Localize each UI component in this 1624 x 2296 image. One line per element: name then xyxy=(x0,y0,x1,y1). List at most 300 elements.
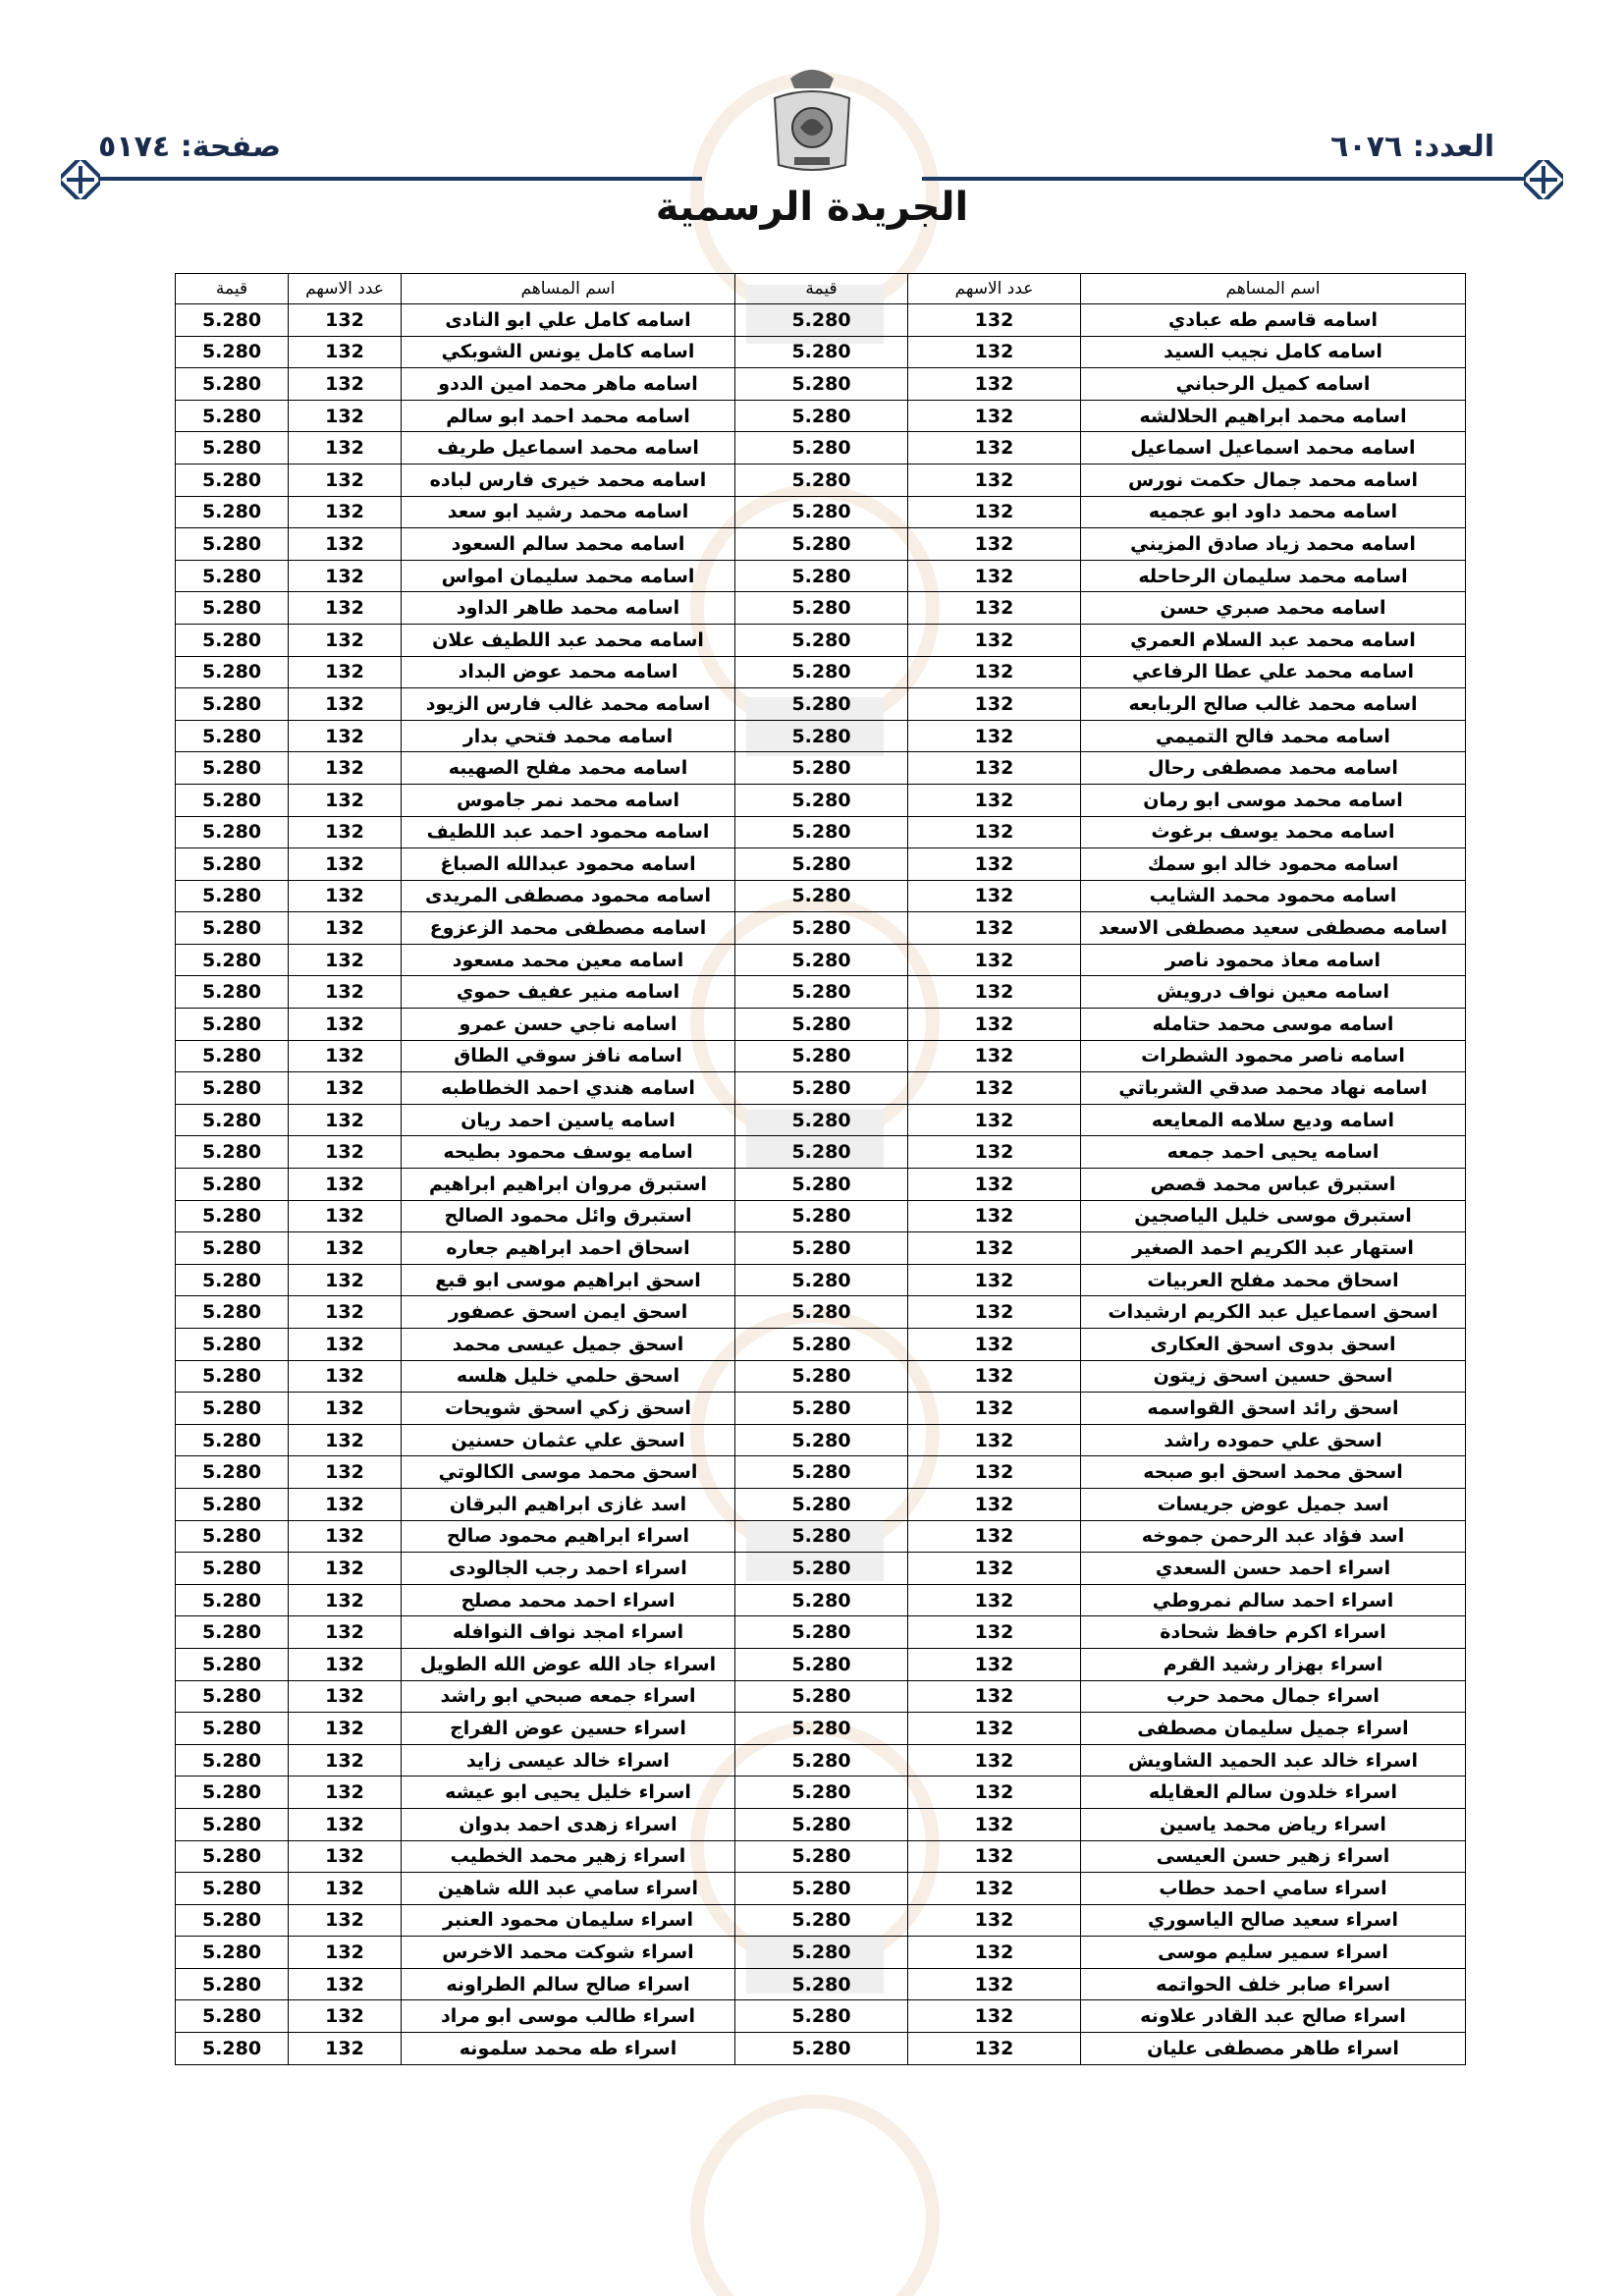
cell-shareholder-name: اسامه محمد سليمان امواس xyxy=(402,560,735,592)
table-row xyxy=(176,1616,1466,1649)
cell-value: 5.280 xyxy=(176,1808,289,1840)
cell-share-count: 132 xyxy=(289,976,402,1009)
cell-value: 5.280 xyxy=(176,1648,289,1680)
cell-share-count: 132 xyxy=(289,2033,402,2065)
cell-shareholder-name: اسامه محمد غالب صالح الربابعه xyxy=(1081,688,1466,721)
cell-share-count: 132 xyxy=(908,1456,1081,1489)
cell-share-count: 132 xyxy=(289,1169,402,1201)
cell-value: 5.280 xyxy=(176,1200,289,1232)
cell-shareholder-name: اسراء حسين عوض الفراج xyxy=(402,1713,735,1745)
table-row xyxy=(176,1744,1466,1777)
cell-share-count: 132 xyxy=(908,656,1081,688)
table-row xyxy=(176,528,1466,561)
cell-shareholder-name: اسامه ناجي حسن عمرو xyxy=(402,1009,735,1041)
cell-shareholder-name: اسامه منير عفيف حموي xyxy=(402,976,735,1009)
cell-shareholder-name: اسامه محمد داود ابو عجميه xyxy=(1081,496,1466,528)
cell-share-count: 132 xyxy=(289,912,402,945)
cell-share-count: 132 xyxy=(289,1873,402,1905)
cell-value: 5.280 xyxy=(735,1009,908,1041)
cell-share-count: 132 xyxy=(908,880,1081,912)
cell-value: 5.280 xyxy=(735,1648,908,1680)
cell-value: 5.280 xyxy=(176,848,289,881)
cell-value: 5.280 xyxy=(735,1904,908,1937)
cell-value: 5.280 xyxy=(735,1488,908,1520)
cell-shareholder-name: اسد جميل عوض جريسات xyxy=(1081,1488,1466,1520)
cell-value: 5.280 xyxy=(735,1840,908,1873)
cell-share-count: 132 xyxy=(289,1937,402,1969)
cell-shareholder-name: اسامه محمد مفلح الصهيبه xyxy=(402,752,735,785)
cell-share-count: 132 xyxy=(289,624,402,656)
cell-share-count: 132 xyxy=(908,784,1081,816)
cell-shareholder-name: اسراء طه محمد سلمونه xyxy=(402,2033,735,2065)
table-row xyxy=(176,688,1466,721)
cell-shareholder-name: اسراء جميل سليمان مصطفى xyxy=(1081,1713,1466,1745)
cell-value: 5.280 xyxy=(735,1777,908,1809)
cell-value: 5.280 xyxy=(735,432,908,465)
cell-share-count: 132 xyxy=(908,336,1081,368)
cell-share-count: 132 xyxy=(908,560,1081,592)
cell-shareholder-name: اسامه كامل يونس الشوبكي xyxy=(402,336,735,368)
cell-value: 5.280 xyxy=(176,1520,289,1553)
table-row xyxy=(176,784,1466,816)
cell-share-count: 132 xyxy=(289,336,402,368)
cell-value: 5.280 xyxy=(735,1232,908,1265)
table-row xyxy=(176,1424,1466,1456)
table-row xyxy=(176,1680,1466,1713)
cell-shareholder-name: اسامه محمود خالد ابو سمك xyxy=(1081,848,1466,881)
cell-value: 5.280 xyxy=(735,1072,908,1105)
cell-shareholder-name: اسحاق احمد ابراهيم جعاره xyxy=(402,1232,735,1265)
cell-value: 5.280 xyxy=(176,912,289,945)
cell-share-count: 132 xyxy=(908,1904,1081,1937)
cell-value: 5.280 xyxy=(176,1009,289,1041)
cell-value: 5.280 xyxy=(735,848,908,881)
table-row xyxy=(176,2033,1466,2065)
cell-share-count: 132 xyxy=(289,1424,402,1456)
cell-value: 5.280 xyxy=(176,1616,289,1649)
cell-shareholder-name: اسامه محمد رشيد ابو سعد xyxy=(402,496,735,528)
cell-shareholder-name: اسامه محمد عوض البداد xyxy=(402,656,735,688)
cell-share-count: 132 xyxy=(908,1329,1081,1361)
cell-share-count: 132 xyxy=(289,1584,402,1616)
cell-value: 5.280 xyxy=(176,368,289,401)
cell-shareholder-name: اسامه ماهر محمد امين الددو xyxy=(402,368,735,401)
page-number: صفحة: ٥١٧٤ xyxy=(98,130,282,164)
cell-share-count: 132 xyxy=(289,592,402,625)
cell-value: 5.280 xyxy=(176,592,289,625)
cell-value: 5.280 xyxy=(176,656,289,688)
table-row xyxy=(176,1169,1466,1201)
table-row xyxy=(176,1937,1466,1969)
cell-shareholder-name: اسامه كامل علي ابو النادى xyxy=(402,304,735,337)
cell-shareholder-name: اسامه محمد ابراهيم الحلالشه xyxy=(1081,400,1466,432)
cell-shareholder-name: اسراء رياض محمد ياسين xyxy=(1081,1808,1466,1840)
cell-shareholder-name: اسحق علي عثمان حسنين xyxy=(402,1424,735,1456)
cell-value: 5.280 xyxy=(735,1424,908,1456)
cell-shareholder-name: اسامه محمد فتحي بدار xyxy=(402,720,735,752)
cell-value: 5.280 xyxy=(735,464,908,496)
cell-shareholder-name: اسراء سامي عبد الله شاهين xyxy=(402,1873,735,1905)
cell-share-count: 132 xyxy=(908,752,1081,785)
cell-share-count: 132 xyxy=(289,1840,402,1873)
cell-share-count: 132 xyxy=(289,304,402,337)
cell-value: 5.280 xyxy=(735,592,908,625)
cell-share-count: 132 xyxy=(908,816,1081,848)
cell-shareholder-name: اسامه محمد مصطفى رحال xyxy=(1081,752,1466,785)
cell-share-count: 132 xyxy=(289,368,402,401)
cell-value: 5.280 xyxy=(735,912,908,945)
cell-value: 5.280 xyxy=(176,1296,289,1329)
cell-value: 5.280 xyxy=(176,432,289,465)
table-body xyxy=(176,304,1466,2065)
issue-number: العدد: ٦٠٧٦ xyxy=(1330,130,1494,164)
table-row xyxy=(176,560,1466,592)
cell-share-count: 132 xyxy=(289,1136,402,1169)
cell-shareholder-name: اسامه محمد عبد السلام العمري xyxy=(1081,624,1466,656)
cell-value: 5.280 xyxy=(176,464,289,496)
cell-shareholder-name: اسحق بدوى اسحق العكارى xyxy=(1081,1329,1466,1361)
cell-value: 5.280 xyxy=(735,688,908,721)
cell-shareholder-name: اسراء احمد محمد مصلح xyxy=(402,1584,735,1616)
cell-shareholder-name: اسامه ناصر محمود الشطرات xyxy=(1081,1040,1466,1072)
cell-value: 5.280 xyxy=(176,624,289,656)
cell-share-count: 132 xyxy=(908,1040,1081,1072)
cell-value: 5.280 xyxy=(176,1169,289,1201)
cell-value: 5.280 xyxy=(735,1680,908,1713)
cell-shareholder-name: اسراء اكرم حافظ شحادة xyxy=(1081,1616,1466,1649)
cell-value: 5.280 xyxy=(735,1873,908,1905)
cell-share-count: 132 xyxy=(908,1616,1081,1649)
cell-shareholder-name: اسامه محمد خيرى فارس لباده xyxy=(402,464,735,496)
cell-value: 5.280 xyxy=(735,1968,908,2000)
table-row xyxy=(176,944,1466,976)
cell-value: 5.280 xyxy=(735,1264,908,1296)
cell-share-count: 132 xyxy=(289,1296,402,1329)
table-row xyxy=(176,1104,1466,1136)
column-header-name: اسم المساهم xyxy=(402,274,735,304)
table-row xyxy=(176,816,1466,848)
cell-shareholder-name: اسامه كامل نجيب السيد xyxy=(1081,336,1466,368)
cell-share-count: 132 xyxy=(289,1744,402,1777)
cell-value: 5.280 xyxy=(176,1584,289,1616)
cell-shareholder-name: اسامه محمود عبدالله الصباغ xyxy=(402,848,735,881)
cell-share-count: 132 xyxy=(289,1329,402,1361)
cell-share-count: 132 xyxy=(289,432,402,465)
coat-of-arms-icon xyxy=(761,59,863,177)
cell-shareholder-name: اسراء طاهر مصطفى عليان xyxy=(1081,2033,1466,2065)
cell-value: 5.280 xyxy=(176,1393,289,1425)
table-row xyxy=(176,1713,1466,1745)
cell-value: 5.280 xyxy=(176,1713,289,1745)
cell-value: 5.280 xyxy=(735,2033,908,2065)
cell-value: 5.280 xyxy=(735,656,908,688)
cell-value: 5.280 xyxy=(735,1937,908,1969)
cell-shareholder-name: اسامه يحيى احمد جمعه xyxy=(1081,1136,1466,1169)
cell-share-count: 132 xyxy=(289,1232,402,1265)
cell-shareholder-name: اسراء خالد عبد الحميد الشاويش xyxy=(1081,1744,1466,1777)
header-rule-left xyxy=(98,177,702,181)
cell-share-count: 132 xyxy=(908,1360,1081,1393)
table-row xyxy=(176,1393,1466,1425)
cell-shareholder-name: اسراء سامي احمد حطاب xyxy=(1081,1873,1466,1905)
cell-value: 5.280 xyxy=(176,1777,289,1809)
cell-share-count: 132 xyxy=(289,1968,402,2000)
cell-share-count: 132 xyxy=(908,1520,1081,1553)
cell-share-count: 132 xyxy=(289,1488,402,1520)
cell-shareholder-name: اسامه محمود محمد الشايب xyxy=(1081,880,1466,912)
cell-shareholder-name: اسد غازى ابراهيم البرقان xyxy=(402,1488,735,1520)
cell-share-count: 132 xyxy=(289,784,402,816)
cell-share-count: 132 xyxy=(289,848,402,881)
cell-value: 5.280 xyxy=(176,2000,289,2033)
cell-value: 5.280 xyxy=(735,976,908,1009)
cell-shareholder-name: اسامه وديع سلامه المعايعه xyxy=(1081,1104,1466,1136)
cell-shareholder-name: اسراء صالح عبد القادر علاونه xyxy=(1081,2000,1466,2033)
cell-share-count: 132 xyxy=(289,656,402,688)
cell-value: 5.280 xyxy=(735,1104,908,1136)
page-header xyxy=(0,0,1624,255)
cell-value: 5.280 xyxy=(735,816,908,848)
cell-share-count: 132 xyxy=(289,400,402,432)
cell-share-count: 132 xyxy=(908,944,1081,976)
cell-value: 5.280 xyxy=(735,1393,908,1425)
cell-value: 5.280 xyxy=(735,368,908,401)
cell-shareholder-name: اسراء سعيد صالح الياسوري xyxy=(1081,1904,1466,1937)
cell-shareholder-name: اسامه محمد علي عطا الرفاعي xyxy=(1081,656,1466,688)
cell-shareholder-name: اسامه محمد سالم السعود xyxy=(402,528,735,561)
cell-share-count: 132 xyxy=(908,2033,1081,2065)
table-row xyxy=(176,1808,1466,1840)
cell-value: 5.280 xyxy=(176,528,289,561)
cell-share-count: 132 xyxy=(908,1808,1081,1840)
cell-shareholder-name: اسحق حسين اسحق زيتون xyxy=(1081,1360,1466,1393)
table-row xyxy=(176,656,1466,688)
cell-share-count: 132 xyxy=(289,1393,402,1425)
table-row xyxy=(176,976,1466,1009)
cell-shareholder-name: اسراء زهير محمد الخطيب xyxy=(402,1840,735,1873)
cell-share-count: 132 xyxy=(908,688,1081,721)
cell-shareholder-name: استبرق وائل محمود الصالح xyxy=(402,1200,735,1232)
cell-shareholder-name: اسامه معاذ محمود ناصر xyxy=(1081,944,1466,976)
cell-shareholder-name: اسحق جميل عيسى محمد xyxy=(402,1329,735,1361)
cell-value: 5.280 xyxy=(176,2033,289,2065)
cell-share-count: 132 xyxy=(289,1104,402,1136)
table-row xyxy=(176,496,1466,528)
cell-value: 5.280 xyxy=(176,1488,289,1520)
table-row xyxy=(176,1200,1466,1232)
cell-value: 5.280 xyxy=(735,1040,908,1072)
cell-share-count: 132 xyxy=(908,368,1081,401)
cell-share-count: 132 xyxy=(908,1296,1081,1329)
cell-share-count: 132 xyxy=(908,1744,1081,1777)
cell-value: 5.280 xyxy=(735,720,908,752)
cell-shareholder-name: اسامه معين نواف درويش xyxy=(1081,976,1466,1009)
cell-value: 5.280 xyxy=(735,944,908,976)
cell-share-count: 132 xyxy=(908,1232,1081,1265)
cell-value: 5.280 xyxy=(735,528,908,561)
cell-shareholder-name: اسراء ابراهيم محمود صالح xyxy=(402,1520,735,1553)
cell-share-count: 132 xyxy=(289,944,402,976)
cell-value: 5.280 xyxy=(176,1329,289,1361)
cell-shareholder-name: اسامه محمد زياد صادق المزيني xyxy=(1081,528,1466,561)
cell-value: 5.280 xyxy=(735,1553,908,1585)
cell-value: 5.280 xyxy=(735,1329,908,1361)
cell-value: 5.280 xyxy=(176,944,289,976)
cell-shareholder-name: اسراء سمير سليم موسى xyxy=(1081,1937,1466,1969)
cell-share-count: 132 xyxy=(908,1104,1081,1136)
cell-value: 5.280 xyxy=(176,880,289,912)
cell-shareholder-name: اسراء خليل يحيى ابو عيشه xyxy=(402,1777,735,1809)
cell-share-count: 132 xyxy=(908,1169,1081,1201)
cell-value: 5.280 xyxy=(735,2000,908,2033)
table-row xyxy=(176,1840,1466,1873)
cell-share-count: 132 xyxy=(289,720,402,752)
header-rule-right xyxy=(922,177,1526,181)
cell-share-count: 132 xyxy=(289,496,402,528)
cell-shareholder-name: اسراء جمال محمد حرب xyxy=(1081,1680,1466,1713)
column-header-name: اسم المساهم xyxy=(1081,274,1466,304)
cell-shareholder-name: اسراء صالح سالم الطراونه xyxy=(402,1968,735,2000)
table-row xyxy=(176,1904,1466,1937)
cell-shareholder-name: اسامه مصطفى محمد الزعزوع xyxy=(402,912,735,945)
cell-share-count: 132 xyxy=(289,1009,402,1041)
table-row xyxy=(176,1040,1466,1072)
cell-shareholder-name: اسراء امجد نواف النوافله xyxy=(402,1616,735,1649)
cell-shareholder-name: اسراء بهزار رشيد القرم xyxy=(1081,1648,1466,1680)
cell-share-count: 132 xyxy=(908,1393,1081,1425)
cell-value: 5.280 xyxy=(176,1104,289,1136)
cell-share-count: 132 xyxy=(908,912,1081,945)
cell-shareholder-name: استهار عبد الكريم احمد الصغير xyxy=(1081,1232,1466,1265)
cell-shareholder-name: اسامه محمد اسماعيل طريف xyxy=(402,432,735,465)
cell-value: 5.280 xyxy=(735,1360,908,1393)
table-row xyxy=(176,1873,1466,1905)
cell-value: 5.280 xyxy=(176,1040,289,1072)
cell-value: 5.280 xyxy=(735,560,908,592)
cell-share-count: 132 xyxy=(289,528,402,561)
cell-value: 5.280 xyxy=(735,1584,908,1616)
column-header-share-count: عدد الاسهم xyxy=(289,274,402,304)
cell-value: 5.280 xyxy=(176,1424,289,1456)
cell-shareholder-name: اسامه معين محمد مسعود xyxy=(402,944,735,976)
cell-share-count: 132 xyxy=(908,624,1081,656)
cell-value: 5.280 xyxy=(735,1200,908,1232)
cell-shareholder-name: اسراء صابر خلف الحواتمه xyxy=(1081,1968,1466,2000)
cell-value: 5.280 xyxy=(176,784,289,816)
cell-shareholder-name: اسامه محمد عبد اللطيف علان xyxy=(402,624,735,656)
cell-shareholder-name: اسحق اسماعيل عبد الكريم ارشيدات xyxy=(1081,1296,1466,1329)
table-row xyxy=(176,912,1466,945)
cell-shareholder-name: اسراء شوكت محمد الاخرس xyxy=(402,1937,735,1969)
cell-share-count: 132 xyxy=(908,528,1081,561)
cell-value: 5.280 xyxy=(735,1456,908,1489)
cell-value: 5.280 xyxy=(176,1680,289,1713)
cell-share-count: 132 xyxy=(289,1648,402,1680)
cell-share-count: 132 xyxy=(908,432,1081,465)
cell-shareholder-name: اسامه محمد فالح التميمي xyxy=(1081,720,1466,752)
cell-shareholder-name: اسراء احمد سالم نمروطي xyxy=(1081,1584,1466,1616)
cell-shareholder-name: اسراء جمعه صبحي ابو راشد xyxy=(402,1680,735,1713)
cell-shareholder-name: استبرق عباس محمد قصص xyxy=(1081,1169,1466,1201)
cell-value: 5.280 xyxy=(176,1553,289,1585)
cell-shareholder-name: اسامه محمد موسى ابو رمان xyxy=(1081,784,1466,816)
shareholders-table xyxy=(175,273,1466,2065)
table-row xyxy=(176,464,1466,496)
cell-value: 5.280 xyxy=(176,1937,289,1969)
cell-shareholder-name: اسامه نهاد محمد صدقي الشرباتي xyxy=(1081,1072,1466,1105)
cell-shareholder-name: اسامه محمد نمر جاموس xyxy=(402,784,735,816)
cell-value: 5.280 xyxy=(176,1072,289,1105)
cell-value: 5.280 xyxy=(176,1904,289,1937)
table-row xyxy=(176,368,1466,401)
cell-value: 5.280 xyxy=(176,1873,289,1905)
cell-share-count: 132 xyxy=(908,1873,1081,1905)
cell-share-count: 132 xyxy=(908,1968,1081,2000)
cell-share-count: 132 xyxy=(908,1488,1081,1520)
cell-value: 5.280 xyxy=(735,1296,908,1329)
cell-value: 5.280 xyxy=(735,784,908,816)
table-row xyxy=(176,432,1466,465)
table-row xyxy=(176,752,1466,785)
cell-value: 5.280 xyxy=(735,1136,908,1169)
cell-share-count: 132 xyxy=(289,560,402,592)
cell-share-count: 132 xyxy=(289,1520,402,1553)
cell-share-count: 132 xyxy=(908,1713,1081,1745)
cell-share-count: 132 xyxy=(289,1904,402,1937)
cell-shareholder-name: اسحق حلمي خليل هلسه xyxy=(402,1360,735,1393)
cell-shareholder-name: اسراء سليمان محمود العنبر xyxy=(402,1904,735,1937)
cell-share-count: 132 xyxy=(908,720,1081,752)
table-row xyxy=(176,720,1466,752)
cell-shareholder-name: اسامه يوسف محمود بطيحه xyxy=(402,1136,735,1169)
table-row xyxy=(176,304,1466,337)
cell-shareholder-name: اسراء خالد عيسى زايد xyxy=(402,1744,735,1777)
cell-shareholder-name: اسامه مصطفى سعيد مصطفى الاسعد xyxy=(1081,912,1466,945)
cell-share-count: 132 xyxy=(289,1072,402,1105)
cell-shareholder-name: اسامه محمد طاهر الداود xyxy=(402,592,735,625)
cell-value: 5.280 xyxy=(735,336,908,368)
cell-share-count: 132 xyxy=(908,1584,1081,1616)
cell-value: 5.280 xyxy=(176,1136,289,1169)
cell-shareholder-name: استبرق مروان ابراهيم ابراهيم xyxy=(402,1169,735,1201)
cell-share-count: 132 xyxy=(289,1200,402,1232)
cell-shareholder-name: اسحق ابراهيم موسى ابو قبع xyxy=(402,1264,735,1296)
cell-share-count: 132 xyxy=(289,1553,402,1585)
table-row xyxy=(176,1329,1466,1361)
table-row xyxy=(176,1072,1466,1105)
cell-value: 5.280 xyxy=(176,1232,289,1265)
cell-share-count: 132 xyxy=(908,1136,1081,1169)
table-row xyxy=(176,848,1466,881)
cell-share-count: 132 xyxy=(289,1713,402,1745)
cell-shareholder-name: اسراء خلدون سالم العقايله xyxy=(1081,1777,1466,1809)
table-row xyxy=(176,592,1466,625)
cell-shareholder-name: اسحق زكي اسحق شويحات xyxy=(402,1393,735,1425)
cell-shareholder-name: اسامه محمد يوسف برغوث xyxy=(1081,816,1466,848)
cell-shareholder-name: اسحق محمد موسى الكالوتي xyxy=(402,1456,735,1489)
cell-share-count: 132 xyxy=(289,688,402,721)
cell-shareholder-name: اسحق ايمن اسحق عصفور xyxy=(402,1296,735,1329)
cell-shareholder-name: اسحق رائد اسحق القواسمه xyxy=(1081,1393,1466,1425)
cell-share-count: 132 xyxy=(289,816,402,848)
table-row xyxy=(176,1360,1466,1393)
cell-value: 5.280 xyxy=(176,720,289,752)
cell-value: 5.280 xyxy=(735,1713,908,1745)
cell-shareholder-name: اسراء جاد الله عوض الله الطويل xyxy=(402,1648,735,1680)
table-row xyxy=(176,880,1466,912)
cell-value: 5.280 xyxy=(176,1968,289,2000)
cell-share-count: 132 xyxy=(908,400,1081,432)
